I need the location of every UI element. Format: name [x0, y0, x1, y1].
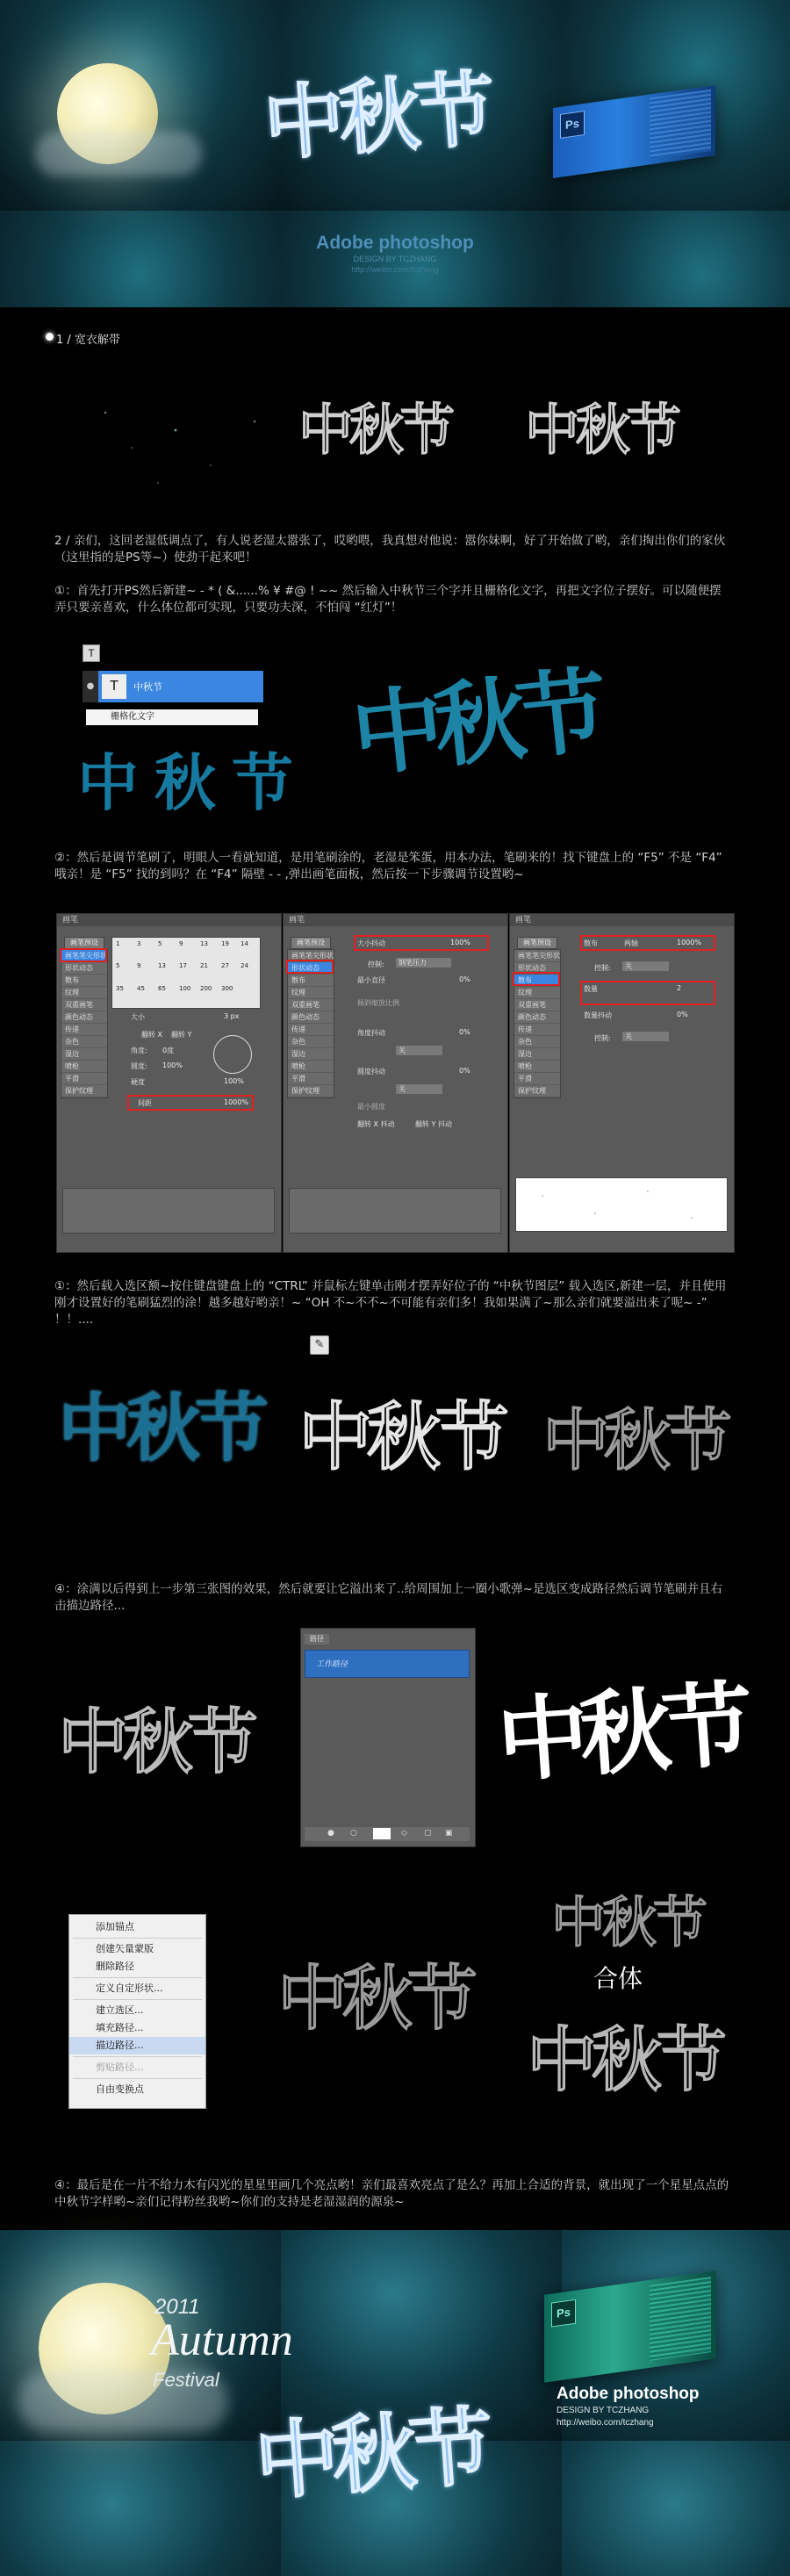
step4-dotted-text: 中秋节	[58, 1701, 253, 1783]
brush-stroke-preview	[289, 1188, 501, 1234]
count-jitter-label: 数量抖动	[584, 1011, 612, 1019]
paths-panel	[300, 1628, 476, 1847]
ps-logo-icon: Ps	[551, 2299, 576, 2328]
combine-label: 合体	[593, 1964, 643, 1993]
menu-item-stroke-path[interactable]: 描边路径...	[69, 2037, 205, 2054]
control-label: 控制:	[594, 964, 611, 972]
highlight-box	[513, 972, 560, 986]
list-item[interactable]: 传递	[61, 1024, 107, 1036]
both-axes-checkbox[interactable]: 两轴	[624, 939, 638, 947]
layer-name: 中秋节	[133, 681, 162, 693]
roundness-value[interactable]: 100%	[162, 1061, 183, 1069]
list-item[interactable]: 散布	[61, 975, 107, 987]
context-menu	[68, 1914, 206, 2109]
list-item[interactable]: 形状动态	[61, 962, 107, 975]
list-item[interactable]: 平滑	[514, 1073, 560, 1085]
flip-x-checkbox[interactable]: 翻转 X	[141, 1031, 163, 1039]
brush-tip[interactable]: 9	[137, 962, 141, 969]
list-item[interactable]: 形状动态	[288, 962, 334, 975]
list-item[interactable]: 保护纹理	[61, 1085, 107, 1097]
control-select[interactable]: 关	[622, 961, 669, 971]
brush-tip[interactable]: 100	[179, 985, 191, 992]
roundness-jitter-label: 圆度抖动	[357, 1068, 385, 1076]
spacing-checkbox[interactable]: 间距	[138, 1099, 152, 1107]
brush-tip-grid[interactable]	[111, 937, 261, 1009]
menu-item-fill-path[interactable]: 填充路径...	[96, 2022, 144, 2033]
list-item[interactable]: 湿边	[61, 1048, 107, 1061]
header-banner	[0, 0, 790, 307]
blue-text-large: 中秋节	[347, 656, 605, 790]
list-item[interactable]: 颜色动态	[288, 1011, 334, 1024]
size-jitter-label: 大小抖动	[357, 939, 385, 947]
count-label: 数量	[584, 985, 598, 993]
step1-instruction: ①：首先打开PS然后新建~ - * ( &......% ¥ #@ ! ~~ 然后输入中秋节三个字并且栅格化文字，再把文字位子摆好。可以随便摆弄只要亲喜欢，什么体位都可实现，只要功夫深，不怕闯 “红灯”！	[54, 584, 722, 615]
white-node-text: 中秋节	[493, 1670, 749, 1795]
count-jitter-value[interactable]: 0%	[677, 1011, 688, 1018]
work-path-row[interactable]	[305, 1650, 470, 1678]
blue-text-result: 中秋节	[77, 746, 309, 819]
count-value[interactable]: 2	[677, 984, 682, 992]
brush-panel-1	[56, 913, 282, 1253]
highlight-box	[580, 981, 715, 1005]
angle-jitter-value[interactable]: 0%	[459, 1028, 470, 1036]
work-path-label: 工作路径	[316, 1660, 348, 1669]
final-subtitle: DESIGN BY TCZHANG	[557, 2406, 650, 2415]
brush-tip[interactable]: 5	[158, 940, 162, 947]
min-diameter-value[interactable]: 0%	[459, 975, 470, 983]
brush-tip[interactable]: 5	[116, 962, 120, 969]
list-item[interactable]: 纹理	[514, 987, 560, 999]
blue-dotted-text: 中秋节	[58, 1385, 264, 1471]
final-title: Adobe photoshop	[557, 2385, 700, 2403]
brush-tip[interactable]: 19	[221, 940, 229, 947]
control-select[interactable]: 关	[396, 1046, 442, 1055]
scatter-value[interactable]: 1000%	[677, 939, 701, 946]
hardness-label: 硬度	[131, 1078, 145, 1086]
list-item[interactable]: 纹理	[61, 987, 107, 999]
year-label: 2011	[154, 2295, 200, 2319]
ps-box	[553, 85, 715, 178]
brush-panel-tab[interactable]: 画笔	[57, 914, 281, 926]
brush-tip[interactable]: 24	[241, 962, 248, 969]
brush-tip[interactable]: 200	[200, 985, 212, 992]
scattered-dotted-text: 中秋节	[542, 1401, 727, 1479]
menu-item-make-selection[interactable]: 建立选区...	[96, 2004, 144, 2016]
brush-stroke-preview	[515, 1177, 728, 1232]
brush-stroke-preview	[62, 1188, 275, 1234]
menu-item-delete-path[interactable]: 删除路径	[96, 1961, 134, 1972]
flip-y-jitter-checkbox[interactable]: 翻转 Y 抖动	[415, 1120, 452, 1128]
list-item[interactable]: 保护纹理	[288, 1085, 334, 1097]
list-item[interactable]: 平滑	[288, 1073, 334, 1085]
visibility-icon[interactable]: ●	[83, 671, 98, 702]
combined-result-text: 中秋节	[527, 2018, 722, 2101]
brush-tip[interactable]: 21	[200, 962, 208, 969]
paths-panel-footer	[305, 1827, 470, 1841]
step1-sparkle-text-b: 中秋节	[525, 398, 679, 462]
highlight-box	[60, 948, 107, 962]
list-item[interactable]: 传递	[288, 1024, 334, 1036]
brush-panel-2	[283, 913, 508, 1253]
stroke-path-icon[interactable]: ○	[350, 1829, 357, 1838]
layer-row[interactable]	[83, 671, 263, 702]
size-value[interactable]: 3 px	[224, 1012, 240, 1020]
list-item[interactable]: 喷枪	[61, 1061, 107, 1073]
brush-tip[interactable]: 9	[179, 940, 183, 947]
menu-item-add-anchor[interactable]: 添加锚点	[96, 1921, 134, 1932]
brush-panel-tab[interactable]: 画笔	[284, 914, 507, 926]
list-item[interactable]: 颜色动态	[514, 1011, 560, 1024]
brush-tip[interactable]: 3	[137, 940, 141, 947]
menu-item-clipping-path: 剪贴路径...	[96, 2062, 144, 2073]
step1-stars-image	[79, 378, 281, 500]
brush-panel-3	[509, 913, 735, 1253]
header-subtitle: DESIGN BY TCZHANG	[353, 255, 437, 263]
brush-tool-icon[interactable]: ✎	[310, 1335, 329, 1355]
list-item[interactable]: 杂色	[61, 1036, 107, 1048]
brush-preset-button[interactable]: 画笔预设	[64, 937, 104, 949]
brush-tip[interactable]: 300	[221, 985, 233, 992]
control-select[interactable]: 关	[396, 1084, 442, 1094]
new-path-icon[interactable]: ▢	[424, 1829, 432, 1838]
list-item[interactable]: 双重画笔	[61, 999, 107, 1011]
size-label: 大小	[131, 1013, 145, 1021]
scatter-label: 散布	[584, 939, 598, 947]
list-item[interactable]: 湿边	[514, 1048, 560, 1061]
list-item[interactable]: 喷枪	[514, 1061, 560, 1073]
menu-separator	[73, 2056, 202, 2057]
fill-path-icon[interactable]: ●	[327, 1829, 334, 1838]
step3-instruction: ①：然后载入选区额~按住键盘键盘上的 “CTRL” 并鼠标左键单击刚才摆弄好位子的 “中秋节图层” 载入选区,新建一层，并且使用刚才设置好的笔刷猛烈的涂！越多越好哟亲！~ “OH 不~不不~不可能有亲们多！我如果满了~那么亲们就要溢出来了呢~ -” ！！....	[54, 1279, 727, 1327]
brush-preset-button[interactable]: 画笔预设	[517, 937, 557, 949]
brush-panel-tab[interactable]: 画笔	[510, 914, 734, 926]
list-item[interactable]: 画笔笔尖形状	[288, 950, 334, 962]
list-item[interactable]: 杂色	[288, 1036, 334, 1048]
angle-label: 角度:	[131, 1047, 147, 1054]
menu-item-vector-mask[interactable]: 创建矢量蒙版	[96, 1943, 154, 1954]
stroked-path-text: 中秋节	[277, 1957, 472, 2040]
list-item[interactable]: 形状动态	[514, 962, 560, 975]
menu-separator	[73, 2078, 202, 2079]
brush-tip[interactable]: 17	[179, 962, 187, 969]
menu-separator	[73, 1977, 202, 1978]
list-item[interactable]: 平滑	[61, 1073, 107, 1085]
list-item[interactable]: 画笔笔尖形状	[514, 950, 560, 962]
list-item[interactable]: 保护纹理	[514, 1085, 560, 1097]
list-item[interactable]: 双重画笔	[514, 999, 560, 1011]
brush-tip[interactable]: 14	[241, 940, 248, 947]
combine-source-text: 中秋节	[551, 1890, 705, 1954]
hardness-value[interactable]: 100%	[224, 1077, 244, 1085]
highlight-box	[286, 960, 334, 974]
flip-y-checkbox[interactable]: 翻转 Y	[171, 1031, 192, 1039]
size-jitter-value[interactable]: 100%	[450, 939, 470, 946]
control-select[interactable]: 关	[622, 1032, 669, 1041]
header-title: Adobe photoshop	[316, 233, 474, 253]
min-diameter-label: 最小直径	[357, 976, 385, 984]
menu-separator	[73, 1999, 202, 2000]
list-item[interactable]: 喷枪	[288, 1061, 334, 1073]
menu-separator	[73, 1938, 202, 1939]
cloud	[35, 132, 202, 176]
ps-box-green	[544, 2270, 716, 2383]
paths-tab[interactable]: 路径	[305, 1634, 329, 1644]
highlight-box	[580, 935, 715, 951]
brush-settings-list	[61, 949, 108, 1098]
brush-angle-preview[interactable]	[213, 1035, 252, 1074]
brush-tip[interactable]: 13	[200, 940, 208, 947]
list-item[interactable]: 传递	[514, 1024, 560, 1036]
list-item[interactable]: 双重画笔	[288, 999, 334, 1011]
final-instruction: ④：最后是在一片不给力木有闪光的星星里画几个亮点哟！亲们最喜欢亮点了是么？再加上合适的背景，就出现了一个星星点点的中秋节字样哟~亲们记得粉丝我哟~你们的支持是老湿湿润的源泉~	[54, 2178, 729, 2209]
menu-item-free-transform[interactable]: 自由变换点	[96, 2083, 144, 2095]
final-url[interactable]: http://weibo.com/tczhang	[557, 2418, 654, 2428]
brush-tip[interactable]: 13	[158, 962, 166, 969]
angle-value[interactable]: 0度	[162, 1047, 175, 1054]
roundness-label: 圆度:	[131, 1062, 147, 1070]
list-item[interactable]: 湿边	[288, 1048, 334, 1061]
final-calligraphy: 中秋节	[251, 2396, 491, 2513]
list-item[interactable]: 颜色动态	[61, 1011, 107, 1024]
text-layer-thumbnail-icon: T	[102, 674, 126, 699]
autumn-label: Autumn	[151, 2315, 293, 2365]
tilt-scale-label: 倾斜缩放比例	[357, 999, 399, 1007]
outline-dotted-text: 中秋节	[298, 1393, 505, 1480]
bullet-icon	[46, 333, 54, 341]
min-roundness-label: 最小圆度	[357, 1103, 385, 1111]
highlight-box	[127, 1095, 254, 1111]
brush-tip[interactable]: 1	[116, 940, 120, 947]
load-selection-icon[interactable]	[373, 1828, 391, 1839]
control-label: 控制:	[368, 961, 384, 968]
festival-label: Festival	[153, 2369, 219, 2391]
brush-preset-button[interactable]: 画笔预设	[291, 937, 331, 949]
step1-heading: 1 / 宽衣解带	[56, 334, 120, 347]
list-item[interactable]: 纹理	[288, 987, 334, 999]
make-path-icon[interactable]: ◇	[401, 1829, 407, 1838]
angle-jitter-label: 角度抖动	[357, 1029, 385, 1037]
final-banner	[0, 2230, 790, 2576]
ps-logo-icon: Ps	[560, 111, 585, 139]
text-tool-icon[interactable]: T	[83, 644, 100, 662]
flip-x-jitter-checkbox[interactable]: 翻转 X 抖动	[357, 1120, 395, 1128]
control-select[interactable]: 钢笔压力	[396, 958, 451, 968]
header-url[interactable]: http://weibo.com/tczhang	[351, 265, 439, 274]
highlight-box	[354, 935, 489, 951]
roundness-jitter-value[interactable]: 0%	[459, 1067, 470, 1075]
delete-path-icon[interactable]: ▣	[445, 1829, 453, 1838]
brush-tip[interactable]: 65	[158, 985, 166, 992]
brush-tip[interactable]: 27	[221, 962, 229, 969]
step2-instruction: ②：然后是调节笔刷了，明眼人一看就知道，是用笔刷涂的，老湿是笨蛋，用本办法，笔刷来的！找下键盘上的 “F5” 不是 “F4” 哦亲！是 “F5” 找的到吗？在 “F4” 隔壁 - - ,弹出画笔面板，然后按一下步骤调节设置哟~	[54, 851, 722, 881]
brush-tip[interactable]: 45	[137, 985, 145, 992]
step1-intro: 2 / 亲们，这回老湿低调点了，有人说老湿太嚣张了，哎哟喂，我真想对他说：嚣你妹啊，好了开始做了哟，亲们掏出你们的家伙（这里指的是PS等~）使劲干起来吧！	[54, 534, 726, 565]
list-item[interactable]: 散布	[514, 975, 560, 987]
list-item[interactable]: 散布	[288, 975, 334, 987]
rasterize-text-menu-item[interactable]: 栅格化文字	[86, 709, 258, 725]
step1-sparkle-text-a: 中秋节	[298, 398, 452, 462]
menu-item-define-shape[interactable]: 定义自定形状...	[96, 1982, 163, 1994]
step4-instruction: ④：涂满以后得到上一步第三张图的效果，然后就要让它溢出来了..给周围加上一圈小歌弹~是选区变成路径然后调节笔刷并且右击描边路径...	[54, 1582, 722, 1613]
brush-tip[interactable]: 35	[116, 985, 124, 992]
list-item[interactable]: 杂色	[514, 1036, 560, 1048]
hero-calligraphy: 中秋节	[261, 61, 493, 172]
spacing-value[interactable]: 1000%	[224, 1098, 248, 1106]
list-item[interactable]: 画笔笔尖形状	[61, 950, 107, 962]
control-label: 控制:	[594, 1034, 611, 1042]
